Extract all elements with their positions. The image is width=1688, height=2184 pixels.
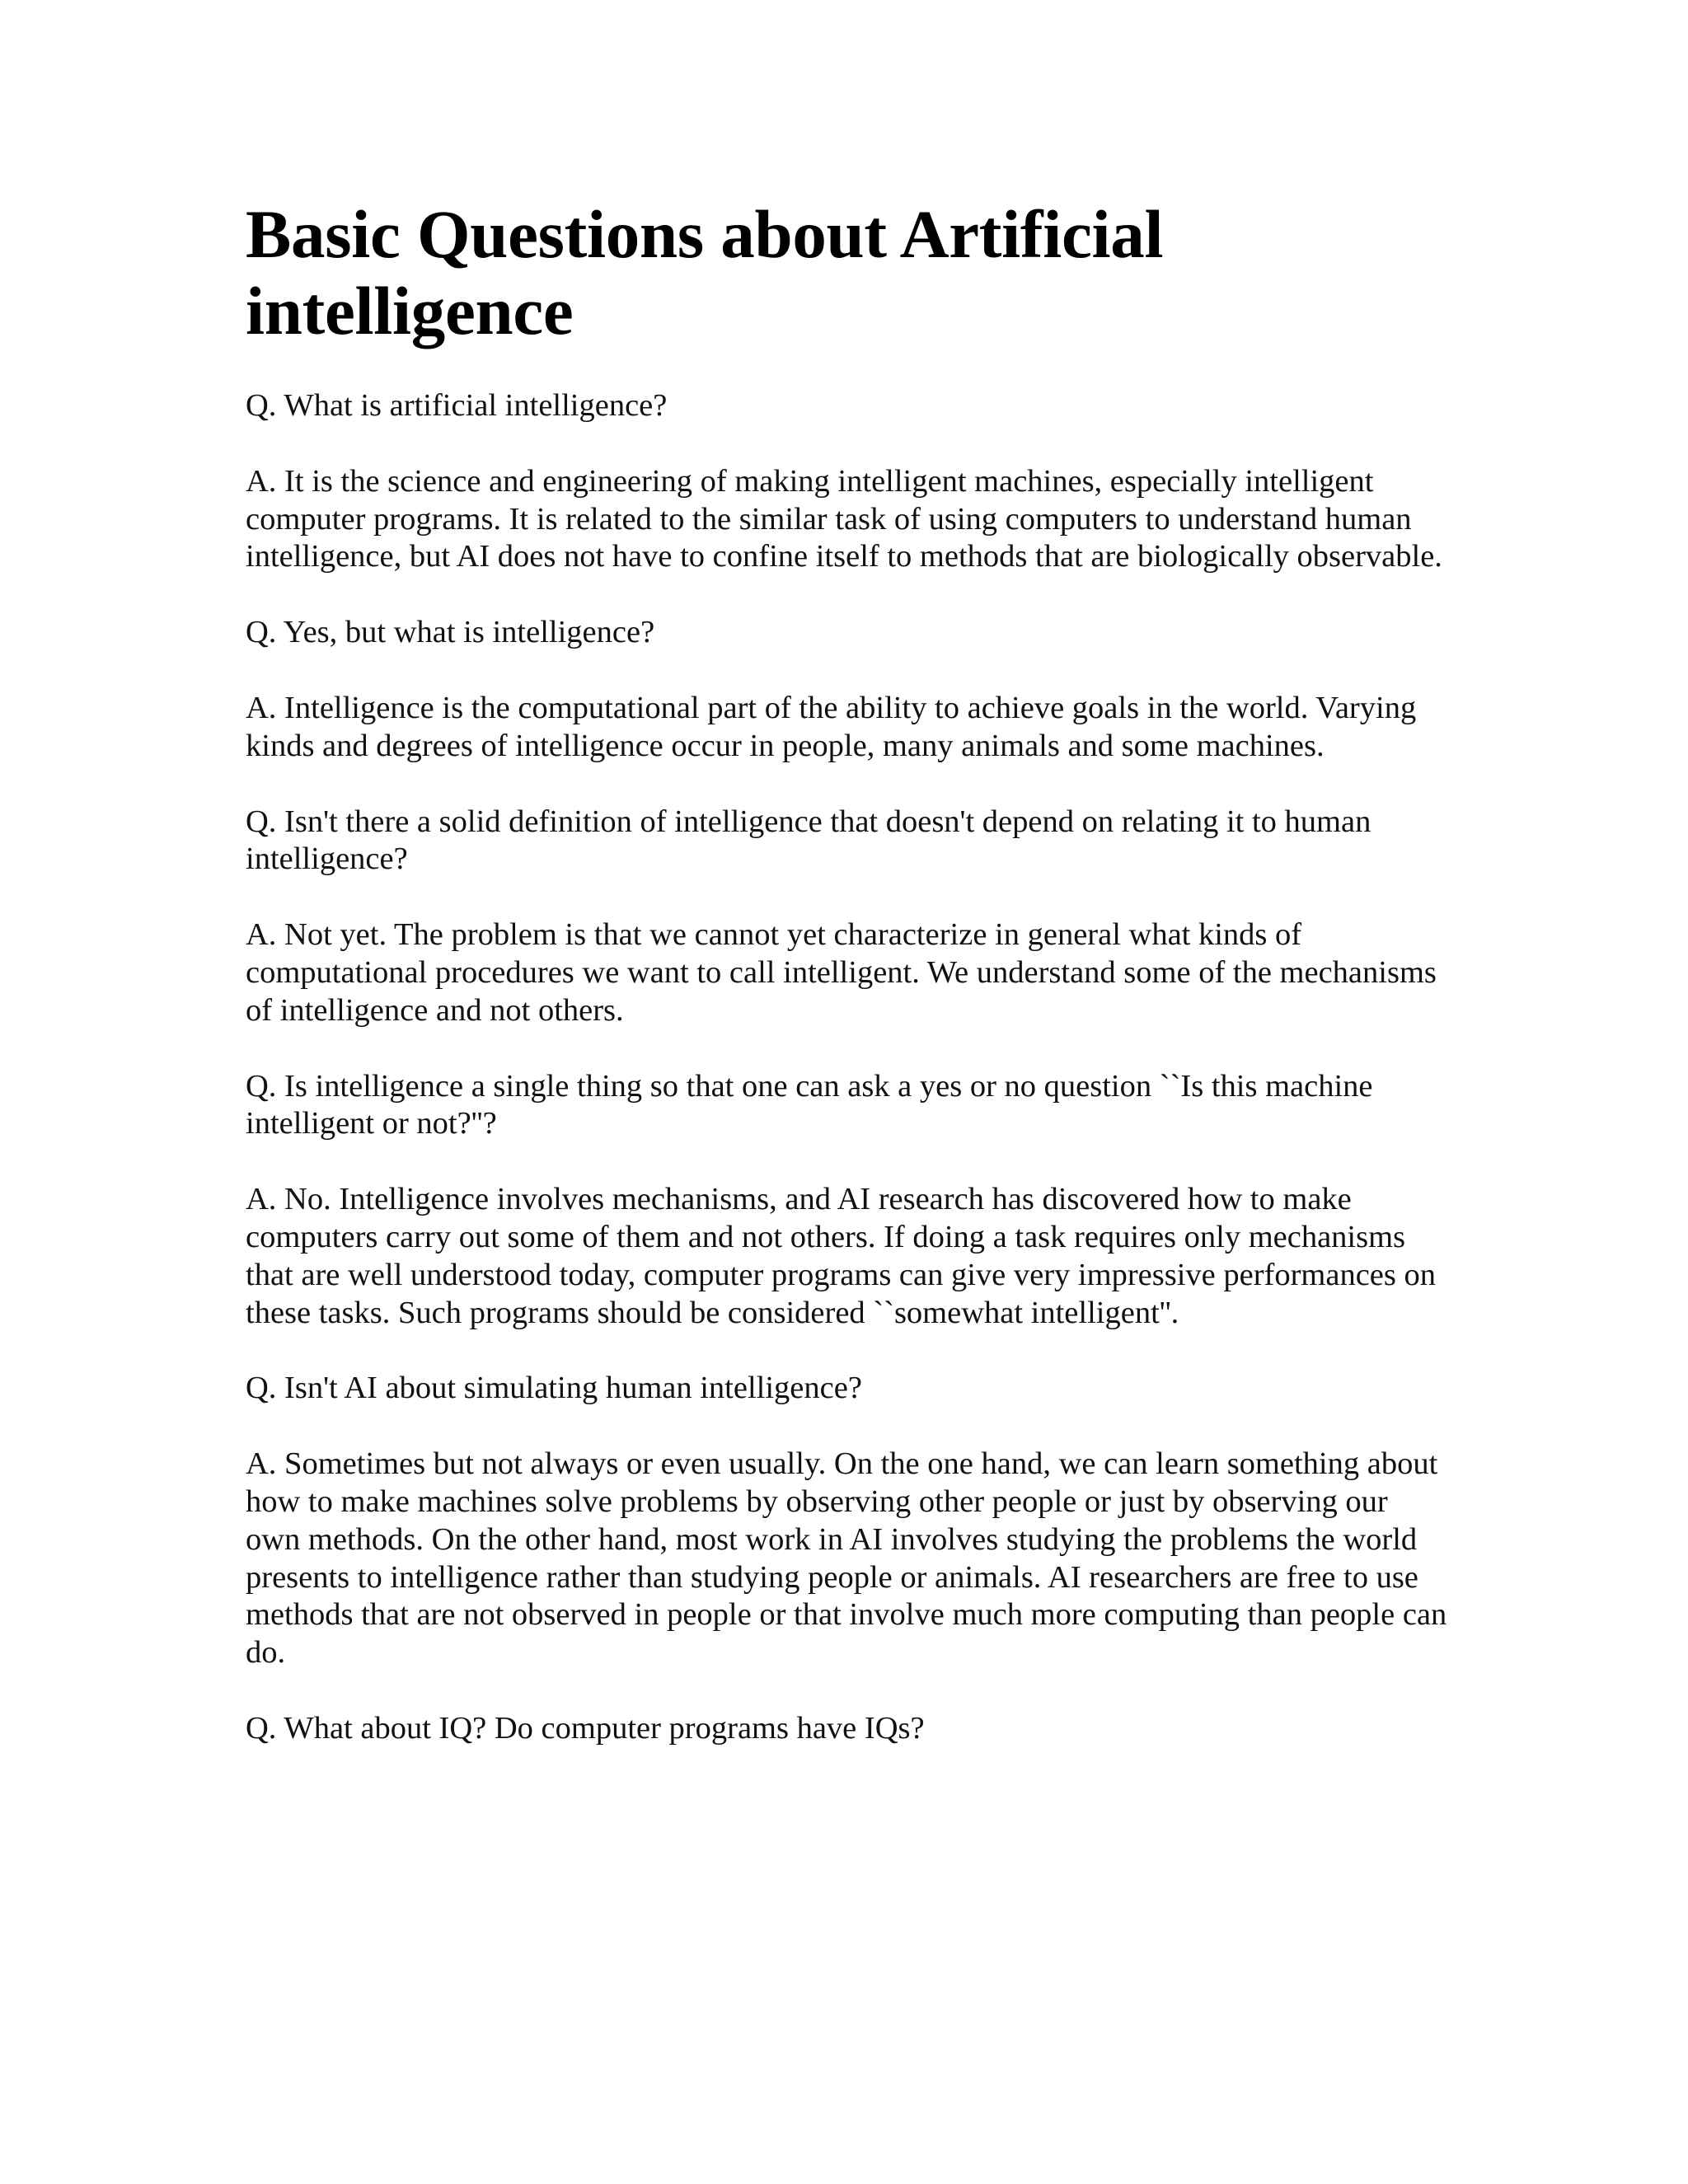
- answer-3: A. Not yet. The problem is that we cannot yet characterize in general what kinds of computational procedures we want to call intelligent. We understand some of the mechanisms of intelligence and not others.: [246, 917, 1437, 1028]
- answer-2: A. Intelligence is the computational part of the ability to achieve goals in the world. Varying kinds and degrees of intelligence occur in people, many animals and some machines.: [246, 690, 1417, 763]
- document-title: Basic Questions about Artificial intelligence: [246, 196, 1164, 349]
- question-3: Q. Isn't there a solid definition of intelligence that doesn't depend on relating it to human intelligence?: [246, 804, 1372, 877]
- question-1: Q. What is artificial intelligence?: [246, 388, 668, 423]
- question-2: Q. Yes, but what is intelligence?: [246, 615, 655, 650]
- document-content: [246, 196, 1449, 1748]
- answer-1: A. It is the science and engineering of making intelligent machines, especially intelligent computer programs. It is related to the similar task of using computers to understand human intelligence, but AI does not have to confine itself to methods that are biologically observable.: [246, 463, 1442, 574]
- question-5: Q. Isn't AI about simulating human intelligence?: [246, 1371, 862, 1406]
- question-4: Q. Is intelligence a single thing so that one can ask a yes or no question ``Is this machine intelligent or not?''?: [246, 1068, 1373, 1141]
- answer-4: A. No. Intelligence involves mechanisms, and AI research has discovered how to make computers carry out some of them and not others. If doing a task requires only mechanisms that are well understood today, computer programs can give very impressive performances on these tasks. Such programs should be considered ``somewhat intelligent''.: [246, 1182, 1436, 1330]
- question-6: Q. What about IQ? Do computer programs have IQs?: [246, 1710, 925, 1746]
- answer-5: A. Sometimes but not always or even usually. On the one hand, we can learn something about how to make machines solve problems by observing other people or just by observing our own methods. On the other hand, most work in AI involves studying the problems the world presents to intelligence rather than studying people or animals. AI researchers are free to use methods that are not observed in people or that involve much more computing than people can do.: [246, 1446, 1447, 1671]
